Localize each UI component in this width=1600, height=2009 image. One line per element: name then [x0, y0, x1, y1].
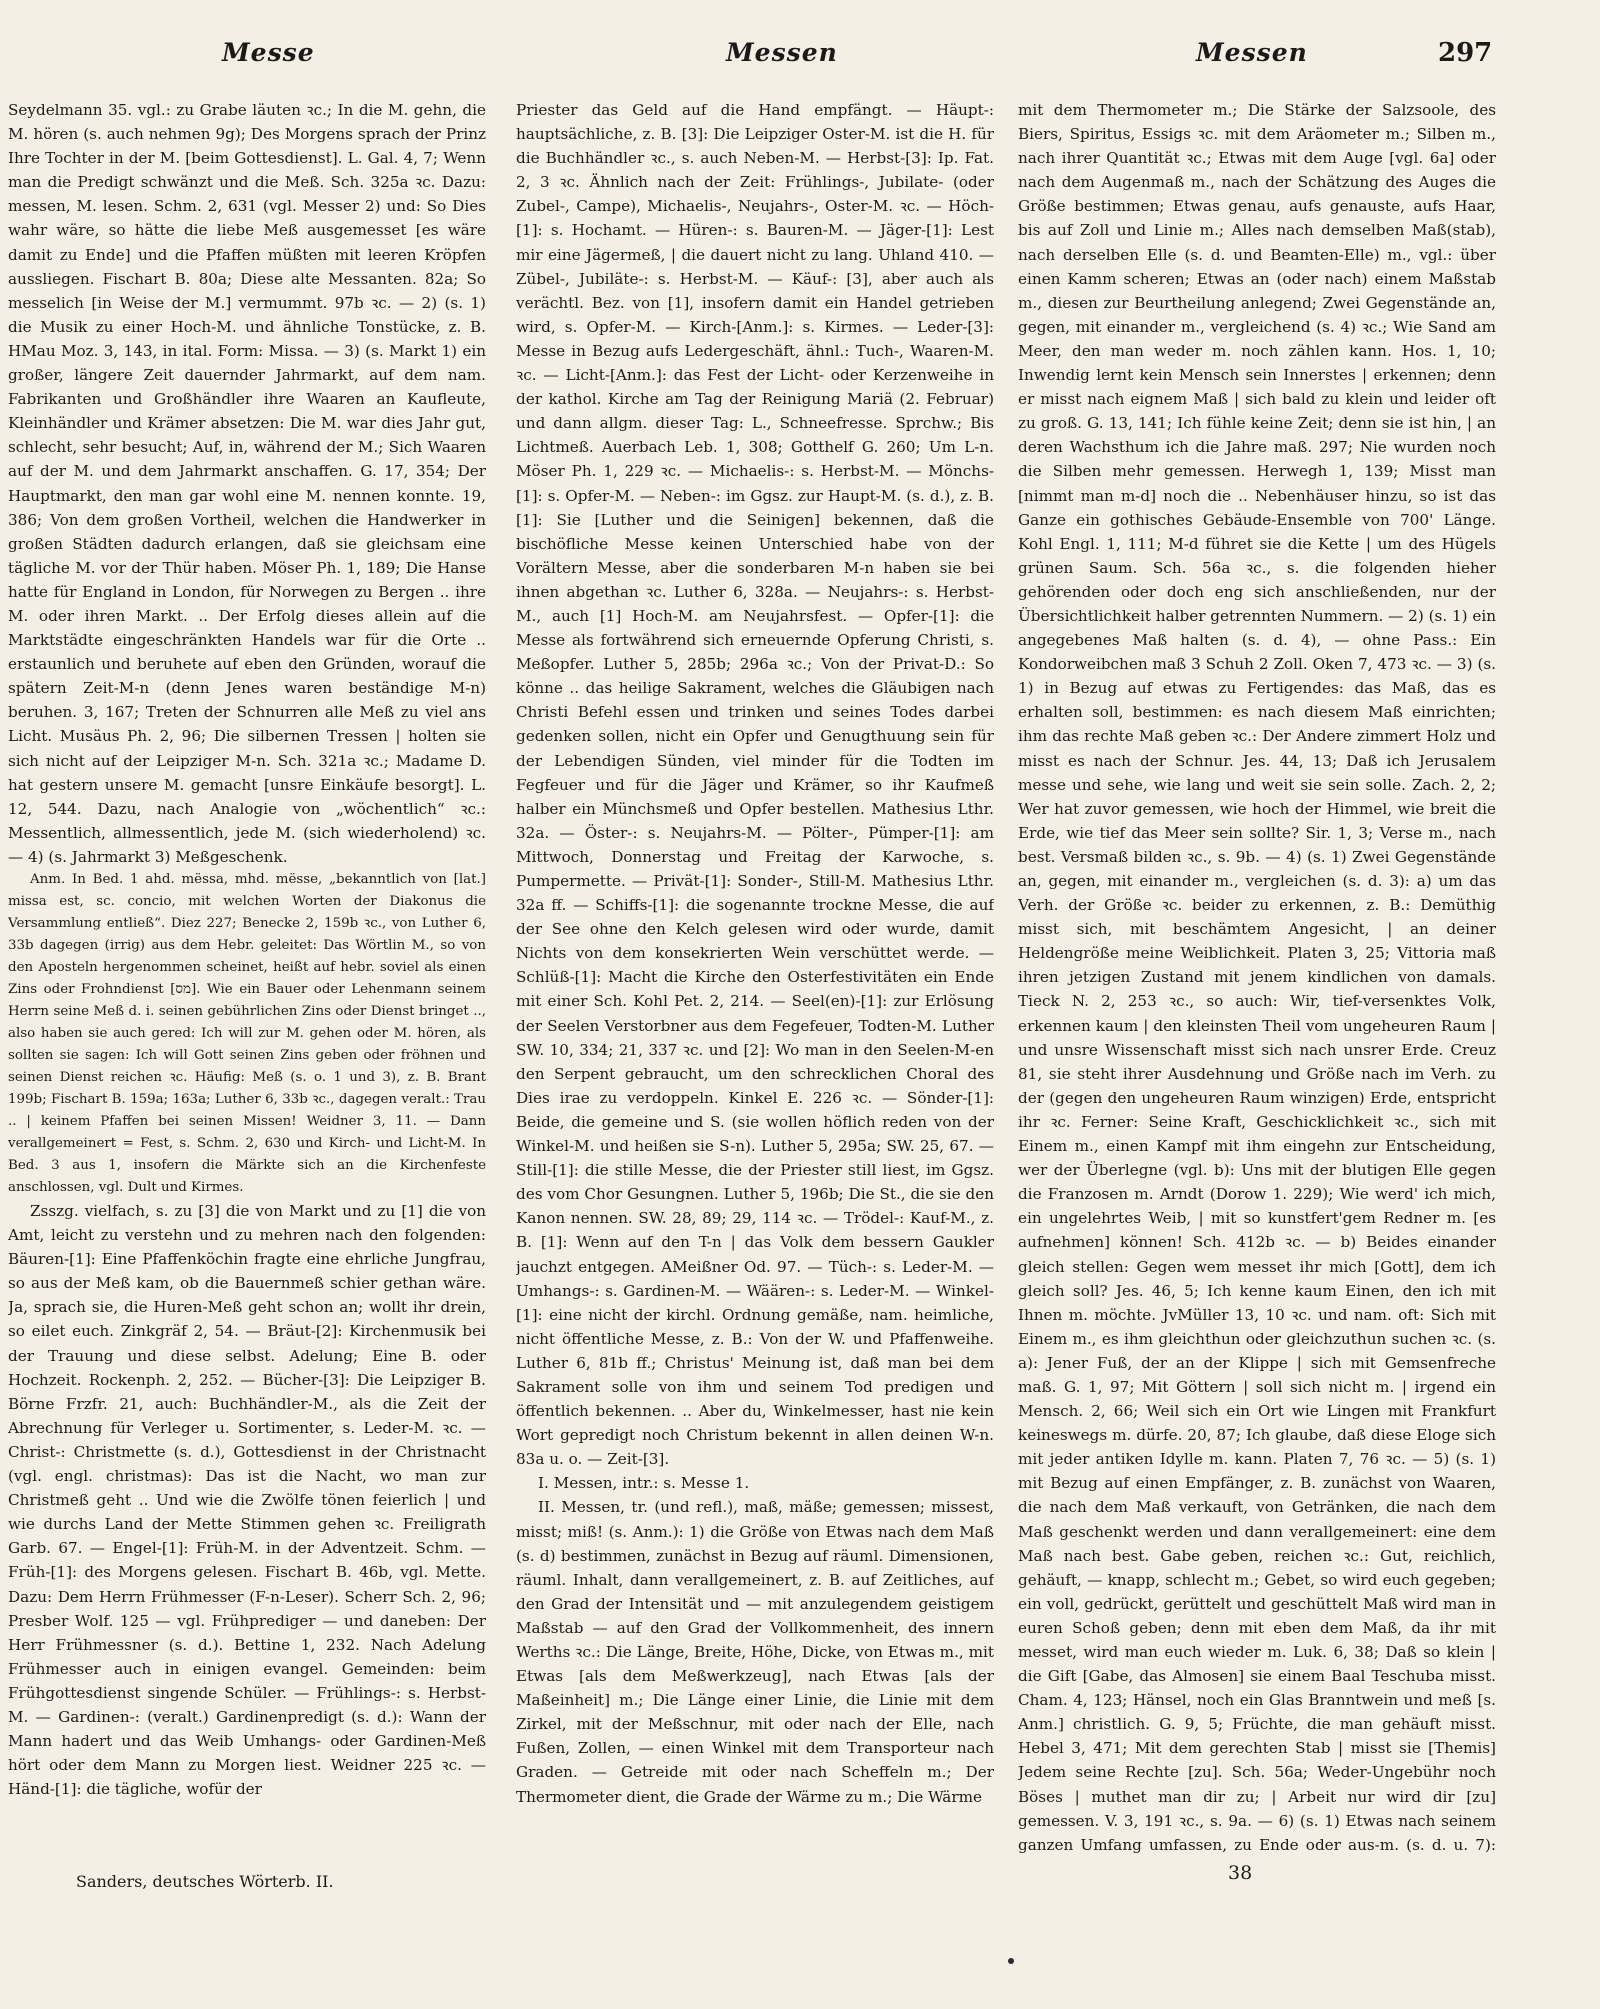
ink-dot — [1008, 1958, 1014, 1964]
text-column-1 — [8, 98, 486, 1858]
left-headword: Messe — [222, 38, 315, 67]
column-1-paragraph: Anm. In Bed. 1 ahd. mëssa, mhd. mësse, „bekanntlich von [lat.] missa est, sc. concio, mit welchen Worten der Diakonus die Versammlung entließ“. Diez 227; Benecke 2, 159b ꝛc., von Luther 6, 33b dagegen (irrig) aus dem Hebr. geleitet: Das Wörtlin M., so von den Aposteln hergenommen scheinet, heißt auf hebr. soviel als einen Zins oder Frohndienst [מס]. Wie ein Bauer oder Lehenmann seinem Herrn seine Meß d. i. seinen gebührlichen Zins oder Dienst bringet .., also haben sie auch gered: Ich will zur M. gehen oder M. hören, als sollten sie sagen: Ich will Gott seinen Zins geben oder fröhnen und seinen Dienst reichen ꝛc. Häufig: Meß (s. o. 1 und 3), z. B. Brant 199b; Fischart B. 159a; 163a; Luther 6, 33b ꝛc., dagegen veralt.: Trau .. | keinem Pfaffen bei seinen Missen! Weidner 3, 11. — Dann verallgemeinert = Fest, s. Schm. 2, 630 und Kirch- und Licht-M. In Bed. 3 aus 1, insofern die Märkte sich an die Kirchenfeste anschlossen, vgl. Dult und Kirmes. — [8, 872, 486, 1195]
column-3-paragraph: mit dem Thermometer m.; Die Stärke der Salzsoole, des Biers, Spiritus, Essigs ꝛc. mit dem Aräometer m.; Silben m., nach ihrer Quantität ꝛc.; Etwas mit dem Auge [vgl. 6a] oder nach dem Augenmaß m., nach der Schätzung des Auges die Größe bestimmen; Etwas genau, aufs genauste, aufs Haar, bis auf Zoll und Linie m.; Alles nach demselben Maß(stab), nach derselben Elle (s. d. und Beamten-Elle) m., vgl.: über einen Kamm scheren; Etwas an (oder nach) einem Maßstab m., diesen zur Beurtheilung anlegend; Zwei Gegenstände an, gegen, mit einander m., vergleichend (s. 4) ꝛc.; Wie Sand am Meer, den man weder m. noch zählen kann. Hos. 1, 10; Inwendig lernt kein Mensch sein Innerstes | erkennen; denn er misst nach eignem Maß | sich bald zu klein und leider oft zu groß. G. 13, 141; Ich fühle keine Zeit; denn sie ist hin, | an deren Wachsthum ich die Jahre maß. 297; Nie wurden noch die Silben mehr gemessen. Herwegh 1, 139; Misst man [nimmt man m-d] noch die .. Nebenhäuser hinzu, so ist das Ganze ein gothisches Gebäude-Ensemble von 700' Länge. Kohl Engl. 1, 111; M-d führet sie die Kette | um des Hügels grünen Saum. Sch. 56a ꝛc., s. die folgenden hieher gehörenden oder doch eng sich anschließenden, nur der Übersichtlichkeit halber getrennten Nummern. — 2) (s. 1) ein angegebenes Maß halten (s. d. 4), — ohne Pass.: Ein Kondorweibchen maß 3 Schuh 2 Zoll. Oken 7, 473 ꝛc. — 3) (s. 1) in Bezug auf etwas zu Fertigendes: das Maß, das es erhalten soll, bestimmen: es nach diesem Maß einrichten; ihm das rechte Maß geben ꝛc.: Der Andere zimmert Holz und misst es nach der Schnur. Jes. 44, 13; Daß ich Jerusalem messe und sehe, wie lang und weit sie sein solle. Zach. 2, 2; Wer hat zuvor gemessen, wie hoch der Himmel, wie breit die Erde, wie tief das Meer sein sollte? Sir. 1, 3; Verse m., nach best. Versmaß bilden ꝛc., s. 9b. — 4) (s. 1) Zwei Gegenstände an, gegen, mit einander m., vergleichen (s. d. 3): a) um das Verh. der Größe ꝛc. beider zu erkennen, z. B.: Demüthig misst sich, mit beschämtem Angesicht, | an deiner Heldengröße meine Weiblichkeit. Platen 3, 25; Vittoria maß ihren jetzigen Zustand mit jenem kindlichen von damals. Tieck N. 2, 253 ꝛc., so auch: Wir, tief-versenktes Volk, erkennen kaum | den kleinsten Theil vom ungeheuren Raum | und unsre Wissenschaft misst sich nach unsrer Erde. Creuz 81, sie steht ihrer Ausdehnung und Größe nach im Verh. zu der (gegen den ungeheuren Raum winzigen) Erde, entspricht ihr ꝛc. Ferner: Seine Kraft, Geschicklichkeit ꝛc., sich mit Einem m., einen Kampf mit ihm eingehn zur Entscheidung, wer der Überlegne (vgl. b): Uns mit der blutigen Elle gegen die Franzosen m. Arndt (Dorow 1. 229); Wie werd' ich mich, ein ungelehrtes Weib, | mit so kunstfert'gem Redner m. [es aufnehmen] können! Sch. 412b ꝛc. — b) Beides einander gleich stellen: Gegen wem messet ihr mich [Gott], dem ich gleich soll? Jes. 46, 5; Ich kenne kaum Einen, den ich mit Ihnen m. möchte. JvMüller 13, 10 ꝛc. und nam. oft: Sich mit Einem m., es ihm gleichthun oder gleichzuthun suchen ꝛc. (s. a): Jener Fuß, der an der Klippe | sich mit Gemsenfreche maß. G. 1, 97; Mit Göttern | soll sich nicht m. | irgend ein Mensch. 2, 66; Weil sich ein Ort wie Lingen mit Frankfurt keineswegs m. dürfe. 20, 87; Ich glaube, daß diese Eloge sich mit jeder antiken Idylle m. kann. Platen 7, 76 ꝛc. — 5) (s. 1) mit Bezug auf einen Empfänger, z. B. zunächst von Waaren, die nach dem Maß verkauft, von Getränken, die nach dem Maß geschenkt werden und dann verallgemeinert: eine dem Maß nach best. Gabe geben, reichen ꝛc.: Gut, reichlich, gehäuft, — knapp, schlecht m.; Gebet, so wird euch gegeben; ein voll, gedrückt, gerüttelt und geschüttelt Maß wird man in euren Schoß geben; denn mit eben dem Maß, da ihr mit messet, wird man euch wieder m. Luk. 6, 38; Daß so klein | die Gift [Gabe, das Almosen] sie einem Baal Teschuba misst. Cham. 4, 123; Hänsel, noch ein Glas Branntwein und meß [s. Anm.] christlich. G. 9, 5; Früchte, die man gehäuft misst. Hebel 3, 471; Mit dem gerechten Stab | misst sie [Themis] Jedem seine Rechte [zu]. Sch. 56a; Weder-Ungebühr noch Böses | muthet man dir zu; | Arbeit nur wird dir [zu] gemessen. V. 3, 191 ꝛc., s. 9a. — 6) (s. 1) Etwas nach seinem ganzen Umfang umfassen, zu Ende oder aus-m. (s. d. u. 7): — [1018, 101, 1496, 1854]
text-column-3 — [1018, 98, 1496, 1858]
running-header — [0, 38, 1600, 78]
signature-line: Sanders, deutsches Wörterb. II. — [76, 1872, 334, 1891]
right-headword: Messen — [1196, 38, 1308, 67]
column-2-paragraph: II. Messen, tr. (und refl.), maß, mäße; gemessen; missest, misst; miß! (s. Anm.): 1) die Größe von Etwas nach dem Maß (s. d) bestimmen, zunächst in Bezug auf räuml. Dimensionen, räuml. Inhalt, dann verallgemeinert, z. B. auf Zeitliches, auf den Grad der Intensität und — mit anzulegendem geistigem Maßstab — auf den Grad der Vollkommenheit, des innern Werths ꝛc.: Die Länge, Breite, Höhe, Dicke, von Etwas m., mit Etwas [als dem Meßwerkzeug], nach Etwas [als der Maßeinheit] m.; Die Länge einer Linie, die Linie mit dem Zirkel, mit der Meßschnur, mit oder nach der Elle, nach Fußen, Zollen, — einen Winkel mit dem Transporteur nach Graden. — Getreide mit oder nach Scheffeln m.; Der Thermometer dient, die Grade der Wärme zu m.; Die Wärme — [516, 1498, 994, 1806]
sheet-number: 38 — [1228, 1862, 1253, 1884]
center-headword: Messen — [726, 38, 838, 67]
column-2-paragraph: I. Messen, intr.: s. Messe 1. — [538, 1474, 750, 1493]
column-1-paragraph: Zsszg. vielfach, s. zu [3] die von Markt und zu [1] die von Amt, leicht zu verstehn und zu mehren nach den folgenden: Bäuren-[1]: Eine Pfaffenköchin fragte eine ehrliche Jungfrau, so aus der Meß kam, ob die Bauernmeß schier gethan wäre. Ja, sprach sie, die Huren-Meß geht schon an; wollt ihr drein, so eilet euch. Zinkgräf 2, 54. — Bräut-[2]: Kirchenmusik bei der Trauung und diese selbst. Adelung; Eine B. oder Hochzeit. Rockenph. 2, 252. — Bücher-[3]: Die Leipziger B. Börne Frzfr. 21, auch: Buchhändler-M., als die Zeit der Abrechnung für Verleger u. Sortimenter, s. Leder-M. ꝛc. — Christ-: Christmette (s. d.), Gottesdienst in der Christnacht (vgl. engl. christmas): Das ist die Nacht, wo man zur Christmeß geht .. Und wie die Zwölfe tönen feierlich | und wie durchs Land der Mette Stimmen gehen ꝛc. Freiligrath Garb. 67. — Engel-[1]: Früh-M. in der Adventzeit. Schm. — Früh-[1]: des Morgens gelesen. Fischart B. 46b, vgl. Mette. Dazu: Dem Herrn Frühmesser (F-n-Leser). Scherr Sch. 2, 96; Presber Wolf. 125 — vgl. Frühprediger — und daneben: Der Herr Frühmessner (s. d.). Bettine 1, 232. Nach Adelung Frühmesser auch in einigen evangel. Gemeinden: beim Frühgottesdienst singende Schüler. — Frühlings-: s. Herbst-M. — Gardinen-: (veralt.) Gardinenpredigt (s. d.): Wann der Mann hadert und das Weib Umhangs- oder Gardinen-Meß hört oder dem Mann zu Morgen liest. Weidner 225 ꝛc. — Händ-[1]: die tägliche, wofür der — [8, 1202, 486, 1799]
text-column-2 — [516, 98, 994, 1858]
page-number: 297 — [1438, 38, 1493, 68]
column-2-paragraph: Priester das Geld auf die Hand empfängt. — Häupt-: hauptsächliche, z. B. [3]: Die Leipziger Oster-M. ist die H. für die Buchhändler ꝛc., s. auch Neben-M. — Herbst-[3]: Ip. Fat. 2, 3 ꝛc. Ähnlich nach der Zeit: Frühlings-, Jubilate- (oder Zubel-, Campe), Michaelis-, Neujahrs-, Oster-M. ꝛc. — Höch-[1]: s. Hochamt. — Hüren-: s. Bauren-M. — Jäger-[1]: Lest mir eine Jägermeß, | die dauert nicht zu lang. Uhland 410. — Zübel-, Jubiläte-: s. Herbst-M. — Käuf-: [3], aber auch als verächtl. Bez. von [1], insofern damit ein Handel getrieben wird, s. Opfer-M. — Kirch-[Anm.]: s. Kirmes. — Leder-[3]: Messe in Bezug aufs Ledergeschäft, ähnl.: Tuch-, Waaren-M. ꝛc. — Licht-[Anm.]: das Fest der Licht- oder Kerzenweihe in der kathol. Kirche am Tag der Reinigung Mariä (2. Februar) und dann allgm. dieser Tag: L., Schneefresse. Sprchw.; Bis Lichtmeß. Auerbach Leb. 1, 308; Gotthelf G. 260; Um L-n. Möser Ph. 1, 229 ꝛc. — Michaelis-: s. Herbst-M. — Mönchs-[1]: s. Opfer-M. — Neben-: im Ggsz. zur Haupt-M. (s. d.), z. B. [1]: Sie [Luther und die Seinigen] bekennen, daß die bischöfliche Messe keinen Unterschied habe von der Vorältern Messe, aber die sonderbaren M-n haben sie bei ihnen abgethan ꝛc. Luther 6, 328a. — Neujahrs-: s. Herbst-M., auch [1] Hoch-M. am Neujahrsfest. — Opfer-[1]: die Messe als fortwährend sich erneuernde Opferung Christi, s. Meßopfer. Luther 5, 285b; 296a ꝛc.; Von der Privat-D.: So könne .. das heilige Sakrament, welches die Gläubigen nach Christi Befehl essen und trinken und seines Todes darbei gedenken sollen, nicht ein Opfer und Genugthuung sein für der Lebendigen Sünden, viel minder für die Todten im Fegfeuer und für die Jäger und Krämer, so ihr Kaufmeß halber ein Münchsmeß und Opfer bestellen. Mathesius Lthr. 32a. — Öster-: s. Neujahrs-M. — Pölter-, Pümper-[1]: am Mittwoch, Donnerstag und Freitag der Karwoche, s. Pumpermette. — Privät-[1]: Sonder-, Still-M. Mathesius Lthr. 32a ff. — Schiffs-[1]: die sogenannte trockne Messe, die auf der See ohne den Kelch gelesen wird oder wurde, damit Nichts von dem konsekrierten Wein verschüttet werde. — Schlüß-[1]: Macht die Kirche den Osterfestivitäten ein Ende mit einer Sch. Kohl Pet. 2, 214. — Seel(en)-[1]: zur Erlösung der Seelen Verstorbner aus dem Fegefeuer, Todten-M. Luther SW. 10, 334; 21, 337 ꝛc. und [2]: Wo man in den Seelen-M-en den Serpent gebraucht, um den schrecklichen Choral des Dies irae zu verdoppeln. Kinkel E. 226 ꝛc. — Sönder-[1]: Beide, die gemeine und S. (sie wollen höflich reden von der Winkel-M. und heißen sie S-n). Luther 5, 295a; SW. 25, 67. — Still-[1]: die stille Messe, die der Priester still liest, im Ggsz. des vom Chor Gesungnen. Luther 5, 196b; Die St., die sie den Kanon nennen. SW. 28, 89; 29, 114 ꝛc. — Trödel-: Kauf-M., z. B. [1]: Wenn auf den T-n | das Volk dem bessern Gaukler jauchzt entgegen. AMeißner Od. 97. — Tüch-: s. Leder-M. — Umhangs-: s. Gardinen-M. — Wäären-: s. Leder-M. — Winkel-[1]: eine nicht der kirchl. Ordnung gemäße, nam. heimliche, nicht öffentliche Messe, z. B.: Von der W. und Pfaffenweihe. Luther 6, 81b ff.; Christus' Meinung ist, daß man bei dem Sakrament solle von ihm und seinem Tod predigen und öffentlich bekennen. .. Aber du, Winkelmesser, hast nie kein Wort gepredigt noch Christum bekennt in allen deinen W-n. 83a u. o. — Zeit-[3]. — [516, 101, 994, 1469]
column-1-paragraph: Seydelmann 35. vgl.: zu Grabe läuten ꝛc.; In die M. gehn, die M. hören (s. auch nehmen 9g); Des Morgens sprach der Prinz Ihre Tochter in der M. [beim Gottesdienst]. L. Gal. 4, 7; Wenn man die Predigt schwänzt und die Meß. Sch. 325a ꝛc. Dazu: messen, M. lesen. Schm. 2, 631 (vgl. Messer 2) und: So Dies wahr wäre, so hätte die liebe Meß ausgemesset [es wäre damit zu Ende] und die Pfaffen müßten mit leeren Kröpfen aussliegen. Fischart B. 80a; Diese alte Messanten. 82a; So messelich [in Weise der M.] vermummt. 97b ꝛc. — 2) (s. 1) die Musik zu einer Hoch-M. und ähnliche Tonstücke, z. B. HMau Moz. 3, 143, in ital. Form: Missa. — 3) (s. Markt 1) ein großer, längere Zeit dauernder Jahrmarkt, auf dem nam. Fabrikanten und Großhändler ihre Waaren an Kaufleute, Kleinhändler und Krämer absetzen: Die M. war dies Jahr gut, schlecht, sehr besucht; Auf, in, während der M.; Sich Waaren auf der M. und dem Jahrmarkt anschaffen. G. 17, 354; Der Hauptmarkt, den man gar wohl eine M. nennen konnte. 19, 386; Von dem großen Vortheil, welchen die Handwerker in großen Städten dadurch erlangen, daß sie gleichsam eine tägliche M. vor der Thür haben. Möser Ph. 1, 189; Die Hanse hatte für England in London, für Norwegen zu Bergen .. ihre M. oder ihren Markt. .. Der Erfolg dieses allein auf die Marktstädte eingeschränkten Handels war für die Orte .. erstaunlich und beruhete auf eben den Gründen, worauf die spätern Zeit-M-n (denn Jenes waren beständige M-n) beruhen. 3, 167; Treten der Schnurren alle Meß zu viel ans Licht. Musäus Ph. 2, 96; Die silbernen Tressen | holten sie sich nicht auf der Leipziger M-n. Sch. 321a ꝛc.; Madame D. hat gestern unsere M. gemacht [unsre Einkäufe besorgt]. L. 12, 544. Dazu, nach Analogie von „wöchentlich“ ꝛc.: Messentlich, allmessentlich, jede M. (sich wiederholend) ꝛc. — 4) (s. Jahrmarkt 3) Meßgeschenk. — [8, 101, 486, 866]
